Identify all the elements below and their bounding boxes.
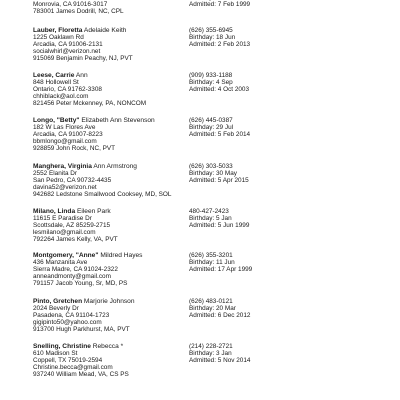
address-line: 848 Hollowell St: [33, 79, 79, 87]
member-surname: Montgomery, "Anne": [33, 252, 99, 259]
email-line: gigipinto50@yahoo.com: [33, 319, 102, 327]
member-name: [33, 117, 183, 124]
member-address-block: [33, 298, 183, 333]
member-details-block: [189, 208, 319, 229]
admitted-date: Admitted: 5 Apr 2015: [189, 177, 249, 185]
birthday: Birthday: 20 Mar: [189, 305, 236, 313]
member-surname: Longo, "Betty": [33, 117, 80, 124]
address-line: 610 Madison St: [33, 350, 78, 358]
member-address-block: [33, 252, 183, 287]
member-details-block: [189, 163, 319, 184]
city-line: Arcadia, CA 91007-8223: [33, 131, 103, 139]
phone-number: (909) 933-1188: [189, 72, 233, 79]
member-details-block: [189, 72, 319, 93]
member-address-block: [33, 117, 183, 152]
ancestor-line: 937240 William Mead, VA, CS PS: [33, 371, 129, 379]
member-address-block: [33, 0, 183, 15]
address-line: 436 Manzanita Ave: [33, 259, 88, 267]
member-name: [33, 208, 183, 215]
member-given-names: Eileen Park: [75, 208, 111, 215]
member-details-block: [189, 252, 319, 273]
member-surname: Milano, Linda: [33, 208, 76, 215]
ancestor-line: 915069 Benjamin Peachy, NJ, PVT: [33, 55, 133, 63]
member-details-block: [189, 117, 319, 138]
birthday: Birthday: 30 May: [189, 170, 237, 178]
birthday: Birthday: 29 Jul: [189, 124, 234, 132]
address-line: 1225 Oaklawn Rd: [33, 34, 84, 42]
ancestor-line: 928859 John Rock, NC, PVT: [33, 145, 116, 153]
member-details-block: [189, 27, 319, 48]
member-name: [33, 252, 183, 259]
address-line: 2552 Elanita Dr: [33, 170, 78, 178]
city-line: Monrovia, CA 91016-3017: [33, 1, 108, 9]
member-name: [33, 343, 183, 350]
birthday: Birthday: 5 Jan: [189, 215, 232, 223]
member-given-names: Ann Armstrong: [91, 163, 137, 170]
phone-number: (626) 445-0387: [189, 117, 233, 124]
city-line: San Pedro, CA 90732-4435: [33, 177, 112, 185]
email-line: socialwhirl@verizon.net: [33, 48, 101, 56]
member-address-block: [33, 343, 183, 378]
member-details-block: [189, 343, 319, 364]
member-address-block: [33, 72, 183, 107]
member-given-names: Mildred Hayes: [98, 252, 143, 259]
member-surname: Pinto, Gretchen: [33, 298, 83, 305]
email-line: anneandmonty@gmail.com: [33, 273, 111, 281]
address-line: 11615 E Paradise Dr: [33, 215, 92, 223]
ancestor-line: 942682 Ledstone Smallwood Cooksey, MD, SOL: [33, 191, 172, 199]
member-surname: Snelling, Christine: [33, 343, 91, 350]
member-given-names: Rebecca *: [90, 343, 124, 350]
email-line: davina52@verizon.net: [33, 184, 97, 192]
admitted-date: Admitted: 5 Jun 1999: [189, 222, 250, 230]
admitted-date: Admitted: 4 Oct 2003: [189, 86, 250, 94]
member-name: [33, 72, 183, 79]
phone-number: (626) 303-5033: [189, 163, 233, 170]
admitted-date: Admitted: 6 Dec 2012: [189, 312, 251, 320]
member-address-block: [33, 27, 183, 62]
member-address-block: [33, 208, 183, 243]
email-line: Christine.becca@gmail.com: [33, 364, 113, 372]
city-line: Sierra Madre, CA 91024-2322: [33, 266, 118, 274]
member-surname: Leese, Carrie: [33, 72, 75, 79]
email-line: bbmlongo@gmail.com: [33, 138, 97, 146]
city-line: Pasadena, CA 91104-1723: [33, 312, 110, 320]
member-given-names: Adelaide Keith: [82, 27, 127, 34]
admitted-date: Admitted: 17 Apr 1999: [189, 266, 253, 274]
phone-number: (626) 483-0121: [189, 298, 233, 305]
phone-number: (626) 355-6945: [189, 27, 233, 34]
ancestor-line: 792264 James Kelly, VA, PVT: [33, 236, 118, 244]
ancestor-line: 783001 James Dodrill, NC, CPL: [33, 8, 124, 16]
birthday: Birthday: 4 Sep: [189, 79, 233, 87]
admitted-date: Admitted: 5 Feb 2014: [189, 131, 251, 139]
phone-number: 480-427-2423: [189, 208, 229, 215]
member-address-block: [33, 163, 183, 198]
birthday: Birthday: 3 Jan: [189, 350, 232, 358]
admitted-date: Admitted: 7 Feb 1999: [189, 1, 251, 9]
ancestor-line: 791157 Jacob Young, Sr, MD, PS: [33, 280, 128, 288]
member-given-names: Elizabeth Ann Stevenson: [79, 117, 155, 124]
address-line: 182 W Las Flores Ave: [33, 124, 96, 132]
birthday: Birthday: 18 Jun: [189, 34, 236, 42]
phone-number: (626) 355-3201: [189, 252, 233, 259]
member-given-names: Marjorie Johnson: [82, 298, 135, 305]
member-name: [33, 163, 183, 170]
address-line: 2024 Beverly Dr: [33, 305, 79, 313]
city-line: Ontario, CA 91762-3308: [33, 86, 102, 94]
birthday: Birthday: 11 Jun: [189, 259, 235, 267]
ancestor-line: 821456 Peter Mckenney, PA, NONCOM: [33, 100, 147, 108]
phone-number: (214) 228-2721: [189, 343, 233, 350]
member-details-block: [189, 298, 319, 319]
city-line: Scottsdale, AZ 85259-2715: [33, 222, 111, 230]
email-line: lesmilano@gmail.com: [33, 229, 96, 237]
city-line: Arcadia, CA 91006-2131: [33, 41, 103, 49]
member-name: [33, 27, 183, 34]
admitted-date: Admitted: 5 Nov 2014: [189, 357, 251, 365]
member-given-names: Ann: [74, 72, 88, 79]
admitted-date: Admitted: 2 Feb 2013: [189, 41, 251, 49]
ancestor-line: 913700 Hugh Parkhurst, MA, PVT: [33, 326, 130, 334]
member-surname: Manghera, Virginia: [33, 163, 92, 170]
member-details-block: [189, 0, 319, 8]
city-line: Coppell, TX 75019-2594: [33, 357, 103, 365]
member-surname: Lauber, Floretta: [33, 27, 83, 34]
member-name: [33, 298, 183, 305]
email-line: chhiblack@aol.com: [33, 93, 89, 101]
